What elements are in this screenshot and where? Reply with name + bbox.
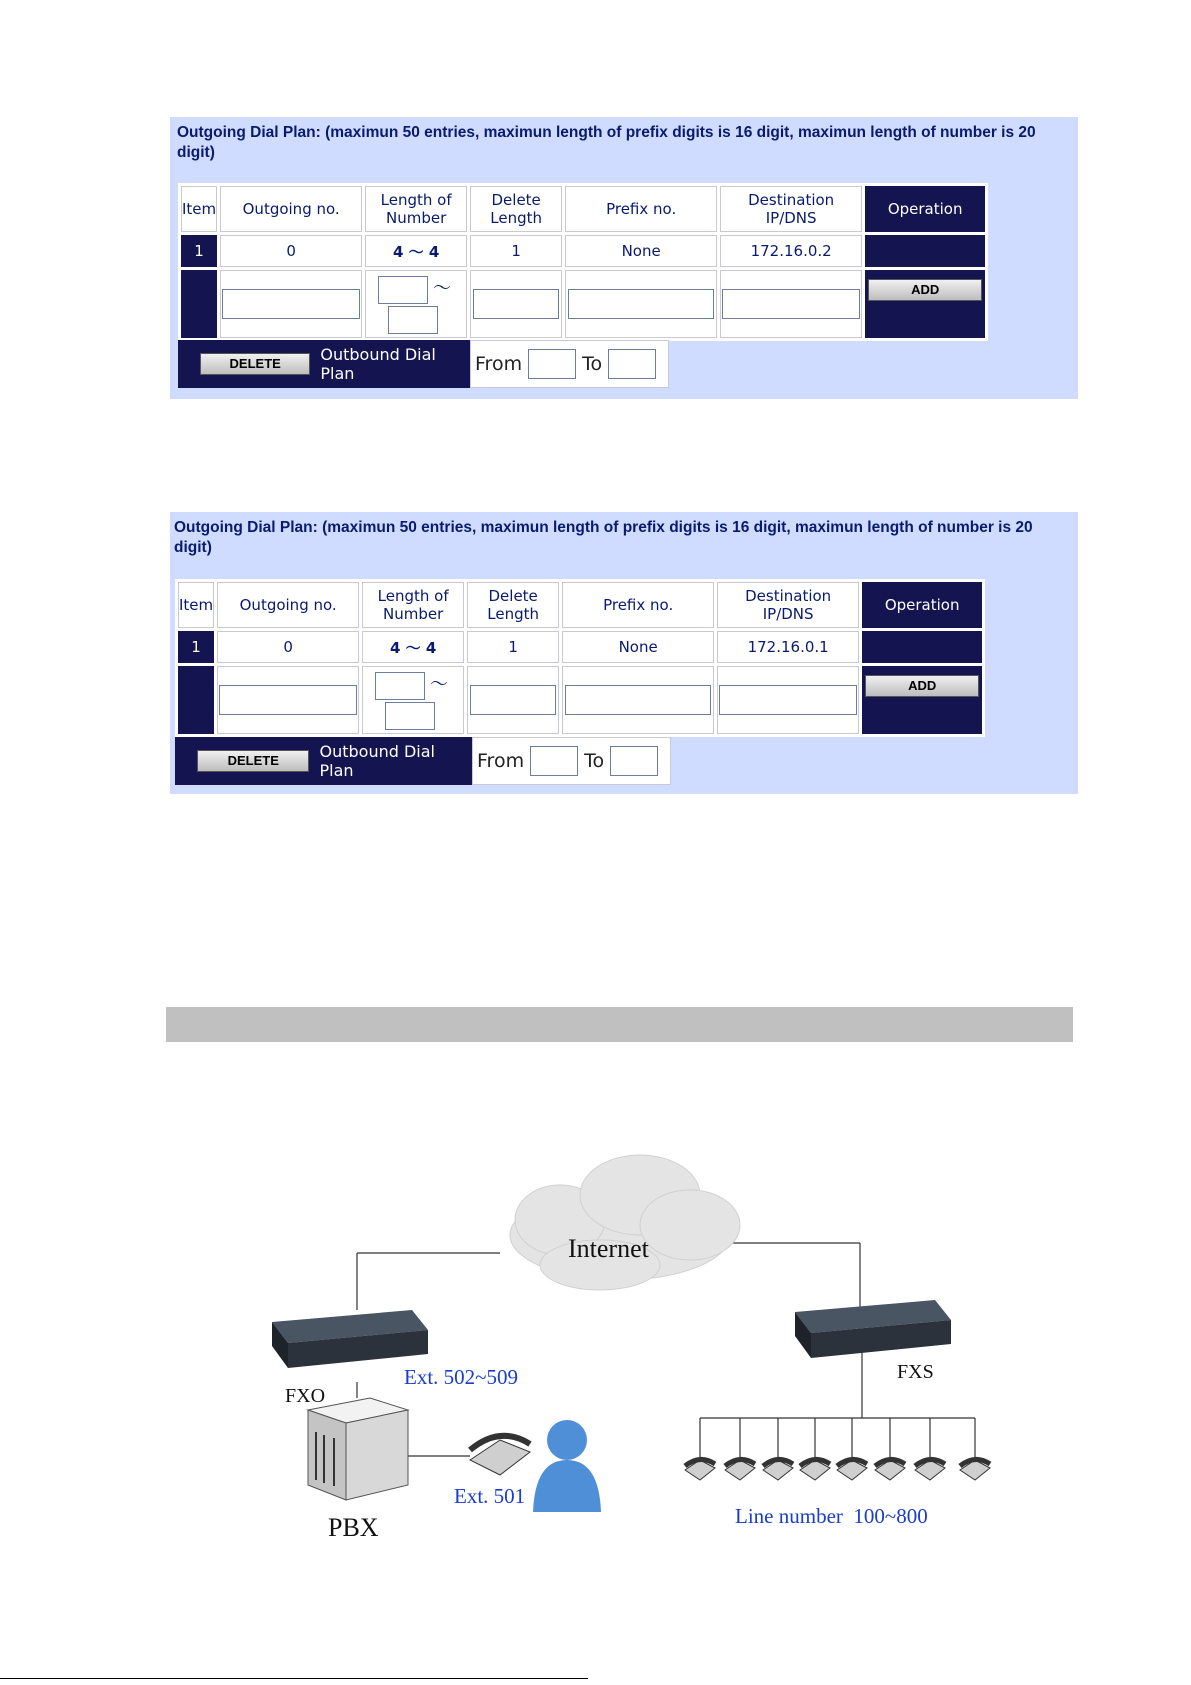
delete-length-input[interactable] [473, 289, 559, 319]
outgoing-no-input[interactable] [222, 289, 360, 319]
from-label: From [477, 750, 525, 772]
to-input[interactable] [608, 349, 656, 379]
header-length-line2: Number [386, 209, 447, 227]
range-section [470, 340, 669, 388]
to-input[interactable] [610, 746, 658, 776]
ext-502-509-label: Ext. 502~509 [404, 1365, 519, 1389]
new-prefix-cell [562, 666, 714, 734]
from-input[interactable] [528, 349, 576, 379]
phone-icon [837, 1459, 867, 1480]
delete-bar-2 [175, 737, 671, 785]
pbx-server-icon [308, 1398, 408, 1500]
header-operation: Operation [862, 582, 982, 628]
new-outgoing-cell [220, 270, 362, 338]
row-outgoing: 0 [217, 631, 359, 663]
dial-plan-panel-1 [170, 117, 1078, 399]
header-outgoing-no: Outgoing no. [220, 186, 362, 232]
tilde-label: ～ [432, 278, 451, 300]
phone-icon [915, 1459, 945, 1480]
delete-section [175, 737, 472, 785]
new-item-cell [181, 270, 217, 338]
header-length-of-number [362, 582, 464, 628]
user-person-icon [533, 1420, 601, 1512]
length-max-input[interactable] [385, 702, 435, 730]
add-button[interactable]: ADD [865, 675, 979, 697]
length-min-input[interactable] [375, 672, 425, 700]
header-destination: Destination IP/DNS [717, 582, 859, 628]
prefix-no-input[interactable] [565, 685, 711, 715]
ext-501-label: Ext. 501 [454, 1484, 526, 1508]
tilde-label: ～ [429, 674, 448, 696]
panel-title: Outgoing Dial Plan: (maximun 50 entries, maximun length of prefix digits is 16 digit, maximun length of number is 20 digit) [177, 124, 1036, 161]
phone-icon [800, 1459, 830, 1480]
line-number-label: Line number 100~800 [735, 1504, 928, 1528]
header-delete-line2: Length [490, 209, 543, 227]
header-length-line2: Number [383, 605, 444, 623]
network-diagram [0, 1140, 1191, 1560]
outgoing-no-input[interactable] [219, 685, 357, 715]
destination-input[interactable] [722, 289, 860, 319]
row-delete-length: 1 [470, 235, 562, 267]
delete-section [178, 340, 470, 388]
add-button[interactable]: ADD [868, 279, 982, 301]
length-min-input[interactable] [378, 276, 428, 304]
row-item: 1 [181, 235, 217, 267]
header-delete-line1: Delete [491, 191, 541, 209]
header-delete-length [467, 582, 559, 628]
from-input[interactable] [530, 746, 578, 776]
phone-row [685, 1459, 990, 1480]
header-length-of-number [365, 186, 467, 232]
phone-icon [763, 1459, 793, 1480]
new-delete-cell [467, 666, 559, 734]
phone-icon [875, 1459, 905, 1480]
section-divider-bar [166, 1007, 1073, 1042]
header-prefix-no: Prefix no. [565, 186, 717, 232]
row-operation [862, 631, 982, 663]
header-destination: Destination IP/DNS [720, 186, 862, 232]
header-item: Item [178, 582, 214, 628]
destination-input[interactable] [719, 685, 857, 715]
length-max-input[interactable] [388, 306, 438, 334]
delete-bar-1 [178, 340, 669, 388]
header-outgoing-no: Outgoing no. [217, 582, 359, 628]
outbound-dial-plan-label: Outbound Dial Plan [320, 345, 436, 383]
new-operation-cell [862, 666, 982, 734]
outbound-dial-plan-label: Outbound Dial Plan [319, 742, 435, 780]
new-delete-cell [470, 270, 562, 338]
delete-button[interactable]: DELETE [197, 750, 309, 772]
header-length-line1: Length of [380, 191, 452, 209]
fxo-gateway-icon [272, 1310, 428, 1368]
row-operation [865, 235, 985, 267]
prefix-no-input[interactable] [568, 289, 714, 319]
range-section [472, 737, 671, 785]
dial-plan-table-2 [175, 579, 985, 737]
fxo-label: FXO [285, 1385, 326, 1407]
new-operation-cell [865, 270, 985, 338]
row-length: 4 ～ 4 [362, 631, 464, 663]
panel-title: Outgoing Dial Plan: (maximun 50 entries, maximun length of prefix digits is 16 digit, maximun length of number is 20 digit) [174, 519, 1033, 556]
internet-label: Internet [568, 1234, 649, 1263]
internet-cloud-icon [510, 1155, 740, 1290]
phone-icon [725, 1459, 755, 1480]
phone-icon [960, 1459, 990, 1480]
phone-icon [685, 1459, 715, 1480]
new-length-cell [362, 666, 464, 734]
to-label: To [584, 750, 605, 772]
delete-length-input[interactable] [470, 685, 556, 715]
row-destination: 172.16.0.1 [717, 631, 859, 663]
header-prefix-no: Prefix no. [562, 582, 714, 628]
fxs-gateway-icon [795, 1300, 951, 1358]
new-length-cell [365, 270, 467, 338]
row-item: 1 [178, 631, 214, 663]
header-operation: Operation [865, 186, 985, 232]
row-outgoing: 0 [220, 235, 362, 267]
dial-plan-panel-2 [170, 512, 1078, 794]
new-item-cell [178, 666, 214, 734]
dial-plan-table-1 [178, 183, 988, 341]
new-destination-cell [720, 270, 862, 338]
header-delete-line1: Delete [488, 587, 538, 605]
row-destination: 172.16.0.2 [720, 235, 862, 267]
row-delete-length: 1 [467, 631, 559, 663]
header-length-line1: Length of [377, 587, 449, 605]
footer-rule [0, 1678, 588, 1679]
header-delete-length [470, 186, 562, 232]
row-length: 4 ～ 4 [365, 235, 467, 267]
to-label: To [582, 353, 603, 375]
row-prefix: None [562, 631, 714, 663]
new-destination-cell [717, 666, 859, 734]
new-outgoing-cell [217, 666, 359, 734]
row-prefix: None [565, 235, 717, 267]
pbx-label: PBX [328, 1513, 379, 1542]
fxs-label: FXS [897, 1361, 934, 1383]
delete-button[interactable]: DELETE [200, 353, 310, 375]
header-item: Item [181, 186, 217, 232]
header-delete-line2: Length [487, 605, 540, 623]
from-label: From [475, 353, 523, 375]
new-prefix-cell [565, 270, 717, 338]
desk-phone-icon [470, 1436, 530, 1475]
